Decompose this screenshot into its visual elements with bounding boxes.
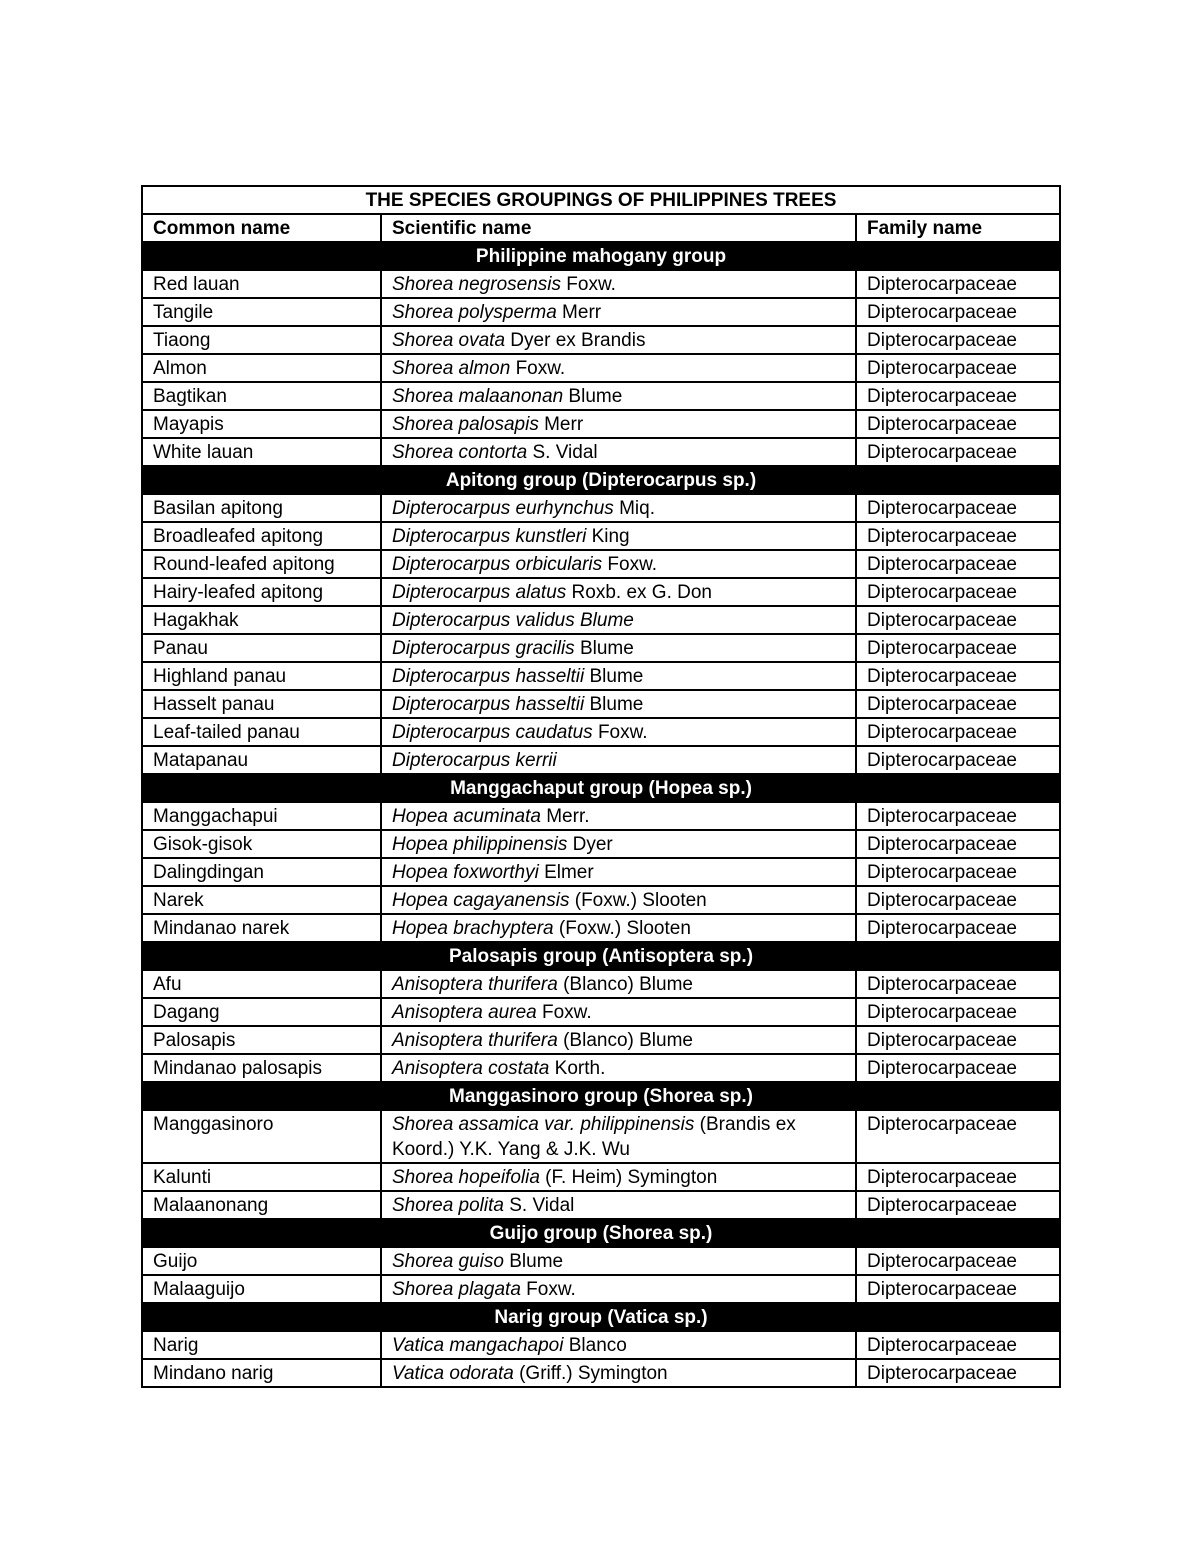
scientific-name-italic: Shorea guiso [392,1251,504,1272]
scientific-name-italic: Dipterocarpus gracilis [392,638,575,659]
group-name: Palosapis group (Antisoptera sp.) [142,942,1060,970]
family-name-cell: Dipterocarpaceae [856,578,1060,606]
family-name-cell: Dipterocarpaceae [856,1110,1060,1163]
scientific-name-author: Foxw. [510,358,566,379]
scientific-name-cell [381,1247,856,1275]
scientific-name-italic: Dipterocarpus kerrii [392,750,557,771]
table-row [142,634,1060,662]
common-name-cell: Malaaguijo [142,1275,381,1303]
scientific-name-cell [381,802,856,830]
family-name-cell: Dipterocarpaceae [856,634,1060,662]
scientific-name-italic: Vatica mangachapoi [392,1335,564,1356]
common-name-cell: Highland panau [142,662,381,690]
scientific-name-cell [381,1163,856,1191]
group-header-row [142,1303,1060,1331]
table-row [142,746,1060,774]
scientific-name-italic: Anisoptera thurifera [392,1030,558,1051]
table-row [142,410,1060,438]
family-name-cell: Dipterocarpaceae [856,270,1060,298]
scientific-name-cell [381,382,856,410]
group-name: Apitong group (Dipterocarpus sp.) [142,466,1060,494]
table-row [142,298,1060,326]
scientific-name-cell [381,998,856,1026]
family-name-cell: Dipterocarpaceae [856,354,1060,382]
scientific-name-author: Blanco [563,1335,627,1356]
common-name-cell: Red lauan [142,270,381,298]
scientific-name-cell [381,1191,856,1219]
table-row [142,1110,1060,1163]
table-row [142,690,1060,718]
scientific-name-cell [381,1026,856,1054]
scientific-name-cell [381,494,856,522]
common-name-cell: Panau [142,634,381,662]
family-name-cell: Dipterocarpaceae [856,718,1060,746]
header-scientific-name: Scientific name [381,214,856,242]
scientific-name-author: Blume [574,638,634,659]
scientific-name-cell [381,970,856,998]
scientific-name-italic: Shorea palosapis [392,414,539,435]
scientific-name-italic: Anisoptera costata [392,1058,550,1079]
scientific-name-cell [381,718,856,746]
scientific-name-italic: Shorea polysperma [392,302,557,323]
family-name-cell: Dipterocarpaceae [856,1359,1060,1387]
scientific-name-author: Foxw. [536,1002,592,1023]
scientific-name-italic: Hopea acuminata [392,806,541,827]
table-row [142,578,1060,606]
family-name-cell: Dipterocarpaceae [856,326,1060,354]
scientific-name-cell [381,830,856,858]
table-row [142,830,1060,858]
scientific-name-italic: Shorea assamica var. philippinensis [392,1114,695,1135]
scientific-name-cell [381,1110,856,1163]
family-name-cell: Dipterocarpaceae [856,298,1060,326]
scientific-name-italic: Hopea cagayanensis [392,890,570,911]
family-name-cell: Dipterocarpaceae [856,802,1060,830]
scientific-name-cell [381,438,856,466]
family-name-cell: Dipterocarpaceae [856,830,1060,858]
table-row [142,1359,1060,1387]
scientific-name-cell [381,326,856,354]
family-name-cell: Dipterocarpaceae [856,494,1060,522]
scientific-name-italic: Hopea brachyptera [392,918,554,939]
scientific-name-author: (Foxw.) Slooten [569,890,707,911]
common-name-cell: Broadleafed apitong [142,522,381,550]
scientific-name-italic: Dipterocarpus hasseltii [392,694,585,715]
scientific-name-cell [381,1359,856,1387]
group-header-row [142,242,1060,270]
scientific-name-author: Dyer [567,834,613,855]
table-row [142,718,1060,746]
table-row [142,438,1060,466]
scientific-name-author: S. Vidal [503,1195,575,1216]
scientific-name-cell [381,1331,856,1359]
table-row [142,1247,1060,1275]
group-name: Narig group (Vatica sp.) [142,1303,1060,1331]
common-name-cell: Manggasinoro [142,1110,381,1163]
scientific-name-italic: Vatica odorata [392,1363,514,1384]
family-name-cell: Dipterocarpaceae [856,522,1060,550]
common-name-cell: Malaanonang [142,1191,381,1219]
table-row [142,1026,1060,1054]
common-name-cell: Basilan apitong [142,494,381,522]
scientific-name-italic: Hopea foxworthyi [392,862,539,883]
common-name-cell: Tangile [142,298,381,326]
group-header-row [142,1219,1060,1247]
common-name-cell: Hairy-leafed apitong [142,578,381,606]
scientific-name-cell [381,886,856,914]
scientific-name-author: Blume [503,1251,564,1272]
scientific-name-author: Foxw. [561,274,616,295]
scientific-name-italic: Shorea ovata [392,330,506,351]
scientific-name-author: S. Vidal [527,442,598,463]
scientific-name-italic: Dipterocarpus kunstleri [392,526,587,547]
common-name-cell: Round-leafed apitong [142,550,381,578]
scientific-name-author: (Blanco) Blume [557,1030,693,1051]
family-name-cell: Dipterocarpaceae [856,410,1060,438]
family-name-cell: Dipterocarpaceae [856,998,1060,1026]
table-row [142,522,1060,550]
scientific-name-author: (Foxw.) Slooten [553,918,691,939]
scientific-name-author: Merr [556,302,602,323]
scientific-name-author: Korth. [549,1058,606,1079]
scientific-name-author: (Blanco) Blume [557,974,693,995]
family-name-cell: Dipterocarpaceae [856,1163,1060,1191]
common-name-cell: Narek [142,886,381,914]
family-name-cell: Dipterocarpaceae [856,1275,1060,1303]
family-name-cell: Dipterocarpaceae [856,550,1060,578]
scientific-name-italic: Hopea philippinensis [392,834,568,855]
scientific-name-author: Elmer [538,862,594,883]
scientific-name-cell [381,578,856,606]
scientific-name-author: Foxw. [592,722,648,743]
family-name-cell: Dipterocarpaceae [856,662,1060,690]
family-name-cell: Dipterocarpaceae [856,970,1060,998]
group-header-row [142,466,1060,494]
scientific-name-author: (Brandis ex Koord.) Y.K. Yang & J.K. Wu [392,1114,796,1160]
family-name-cell: Dipterocarpaceae [856,1054,1060,1082]
scientific-name-cell [381,1275,856,1303]
table-row [142,550,1060,578]
scientific-name-cell [381,662,856,690]
common-name-cell: Dagang [142,998,381,1026]
scientific-name-author: Roxb. ex G. Don [566,582,712,603]
common-name-cell: Mayapis [142,410,381,438]
group-name: Guijo group (Shorea sp.) [142,1219,1060,1247]
scientific-name-cell [381,746,856,774]
common-name-cell: Dalingdingan [142,858,381,886]
table-row [142,606,1060,634]
scientific-name-author: Merr. [540,806,590,827]
table-row [142,494,1060,522]
table-title: THE SPECIES GROUPINGS OF PHILIPPINES TREES [142,186,1060,214]
scientific-name-cell [381,410,856,438]
scientific-name-italic: Dipterocarpus alatus [392,582,567,603]
table-row [142,802,1060,830]
title-row [142,186,1060,214]
scientific-name-italic: Dipterocarpus eurhynchus [392,498,614,519]
table-row [142,1163,1060,1191]
scientific-name-author: Foxw. [520,1279,576,1300]
table-row [142,270,1060,298]
group-name: Manggachaput group (Hopea sp.) [142,774,1060,802]
family-name-cell: Dipterocarpaceae [856,858,1060,886]
table-row [142,382,1060,410]
common-name-cell: Hasselt panau [142,690,381,718]
group-header-row [142,1082,1060,1110]
scientific-name-cell [381,522,856,550]
common-name-cell: Guijo [142,1247,381,1275]
common-name-cell: Tiaong [142,326,381,354]
table-row [142,858,1060,886]
common-name-cell: Mindanao narek [142,914,381,942]
common-name-cell: Leaf-tailed panau [142,718,381,746]
table-row [142,998,1060,1026]
family-name-cell: Dipterocarpaceae [856,606,1060,634]
scientific-name-cell [381,298,856,326]
species-table-body [142,186,1060,1387]
table-row [142,886,1060,914]
scientific-name-italic: Shorea malaanonan [392,386,564,407]
scientific-name-italic: Shorea plagata [392,1279,521,1300]
table-row [142,1275,1060,1303]
table-row [142,1331,1060,1359]
family-name-cell: Dipterocarpaceae [856,690,1060,718]
scientific-name-italic: Shorea contorta [392,442,528,463]
species-table [141,185,1061,1388]
scientific-name-italic: Shorea polita [392,1195,504,1216]
common-name-cell: Bagtikan [142,382,381,410]
scientific-name-cell [381,354,856,382]
common-name-cell: Palosapis [142,1026,381,1054]
scientific-name-author: Blume [584,694,644,715]
group-header-row [142,942,1060,970]
scientific-name-author: (Griff.) Symington [513,1363,668,1384]
common-name-cell: Afu [142,970,381,998]
scientific-name-italic: Anisoptera thurifera [392,974,558,995]
family-name-cell: Dipterocarpaceae [856,914,1060,942]
scientific-name-italic: Dipterocarpus orbicularis [392,554,603,575]
scientific-name-author: (F. Heim) Symington [539,1167,718,1188]
common-name-cell: Gisok-gisok [142,830,381,858]
table-row [142,970,1060,998]
group-header-row [142,774,1060,802]
table-row [142,1191,1060,1219]
scientific-name-author: Blume [563,386,623,407]
scientific-name-italic: Shorea almon [392,358,511,379]
header-common-name: Common name [142,214,381,242]
scientific-name-italic: Dipterocarpus hasseltii [392,666,585,687]
scientific-name-italic: Anisoptera aurea [392,1002,537,1023]
scientific-name-cell [381,1054,856,1082]
scientific-name-italic: Shorea negrosensis [392,274,561,295]
scientific-name-author: Foxw. [602,554,658,575]
common-name-cell: Manggachapui [142,802,381,830]
scientific-name-cell [381,606,856,634]
table-row [142,662,1060,690]
family-name-cell: Dipterocarpaceae [856,438,1060,466]
scientific-name-italic: Shorea hopeifolia [392,1167,540,1188]
table-row [142,326,1060,354]
header-row [142,214,1060,242]
group-name: Philippine mahogany group [142,242,1060,270]
common-name-cell: White lauan [142,438,381,466]
family-name-cell: Dipterocarpaceae [856,382,1060,410]
scientific-name-author: King [586,526,630,547]
scientific-name-italic: Dipterocarpus validus Blume [392,610,634,631]
family-name-cell: Dipterocarpaceae [856,1191,1060,1219]
common-name-cell: Hagakhak [142,606,381,634]
scientific-name-author: Miq. [613,498,655,519]
scientific-name-italic: Dipterocarpus caudatus [392,722,593,743]
table-row [142,914,1060,942]
common-name-cell: Kalunti [142,1163,381,1191]
header-family-name: Family name [856,214,1060,242]
scientific-name-cell [381,270,856,298]
group-name: Manggasinoro group (Shorea sp.) [142,1082,1060,1110]
scientific-name-cell [381,914,856,942]
common-name-cell: Matapanau [142,746,381,774]
family-name-cell: Dipterocarpaceae [856,1247,1060,1275]
family-name-cell: Dipterocarpaceae [856,886,1060,914]
scientific-name-cell [381,634,856,662]
family-name-cell: Dipterocarpaceae [856,746,1060,774]
scientific-name-author: Blume [584,666,644,687]
family-name-cell: Dipterocarpaceae [856,1026,1060,1054]
scientific-name-author: Dyer ex Brandis [505,330,646,351]
scientific-name-cell [381,690,856,718]
common-name-cell: Narig [142,1331,381,1359]
common-name-cell: Mindanao palosapis [142,1054,381,1082]
scientific-name-cell [381,550,856,578]
common-name-cell: Mindano narig [142,1359,381,1387]
table-row [142,354,1060,382]
scientific-name-cell [381,858,856,886]
common-name-cell: Almon [142,354,381,382]
family-name-cell: Dipterocarpaceae [856,1331,1060,1359]
table-row [142,1054,1060,1082]
scientific-name-author: Merr [538,414,584,435]
